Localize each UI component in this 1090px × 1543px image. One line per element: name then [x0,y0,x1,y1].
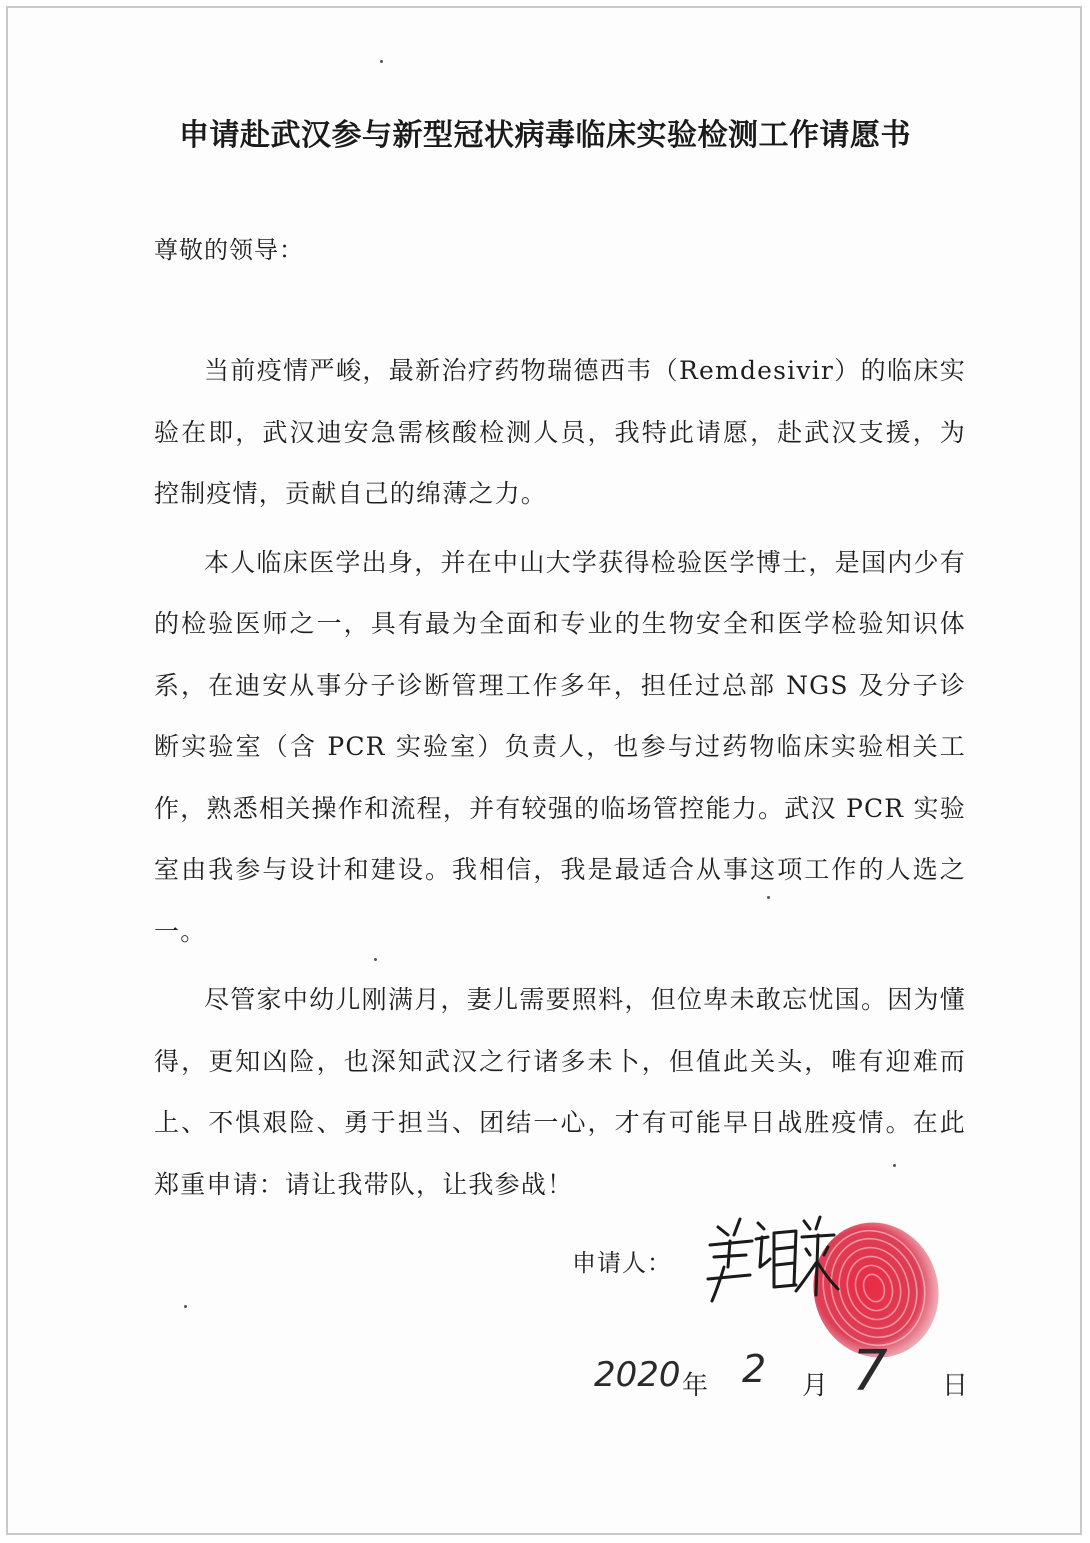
document-title: 申请赴武汉参与新型冠状病毒临床实验检测工作请愿书 [179,118,911,153]
scan-speck [893,1164,896,1167]
date-day-unit: 日 [942,1371,969,1401]
scan-speck [184,1305,187,1308]
paragraph-2: 本人临床医学出身，并在中山大学获得检验医学博士，是国内少有的检验医师之一，具有最为全面和专业的生物安全和医学检验知识体系，在迪安从事分子诊断管理工作多年，担任过总部 NGS 及分子诊断实验室（含 PCR 实验室）负责人，也参与过药物临床实验相关工作，熟悉相关操作和流程，并有较强的临场管控能力。武汉 PCR 实验室由我参与设计和建设。我相信，我是最适合从事这项工作的人选之一。 [154,547,966,946]
signature-date [590,1339,980,1425]
scan-speck [767,896,770,899]
scan-speck [374,958,377,961]
date-month: 2 [742,1347,767,1391]
signer-label: 申请人： [572,1249,672,1277]
letter-body [154,340,966,1222]
date-day: 7 [852,1339,888,1404]
date-month-unit: 月 [802,1371,829,1401]
paragraph-3: 尽管家中幼儿刚满月，妻儿需要照料，但位卑未敢忘忧国。因为懂得，更知凶险，也深知武汉之行诸多未卜，但值此关头，唯有迎难而上、不惧艰险、勇于担当、团结一心，才有可能早日战胜疫情。在此郑重申请：请让我带队，让我参战！ [154,985,966,1199]
date-year-unit: 年 [682,1371,709,1401]
scan-speck [380,60,383,63]
paragraph-1: 当前疫情严峻，最新治疗药物瑞德西韦（Remdesivir）的临床实验在即，武汉迪安急需核酸检测人员，我特此请愿，赴武汉支援，为控制疫情，贡献自己的绵薄之力。 [154,356,966,508]
salutation: 尊敬的领导： [154,236,304,264]
handwritten-signature [700,1205,840,1315]
date-year: 2020 [594,1355,681,1395]
